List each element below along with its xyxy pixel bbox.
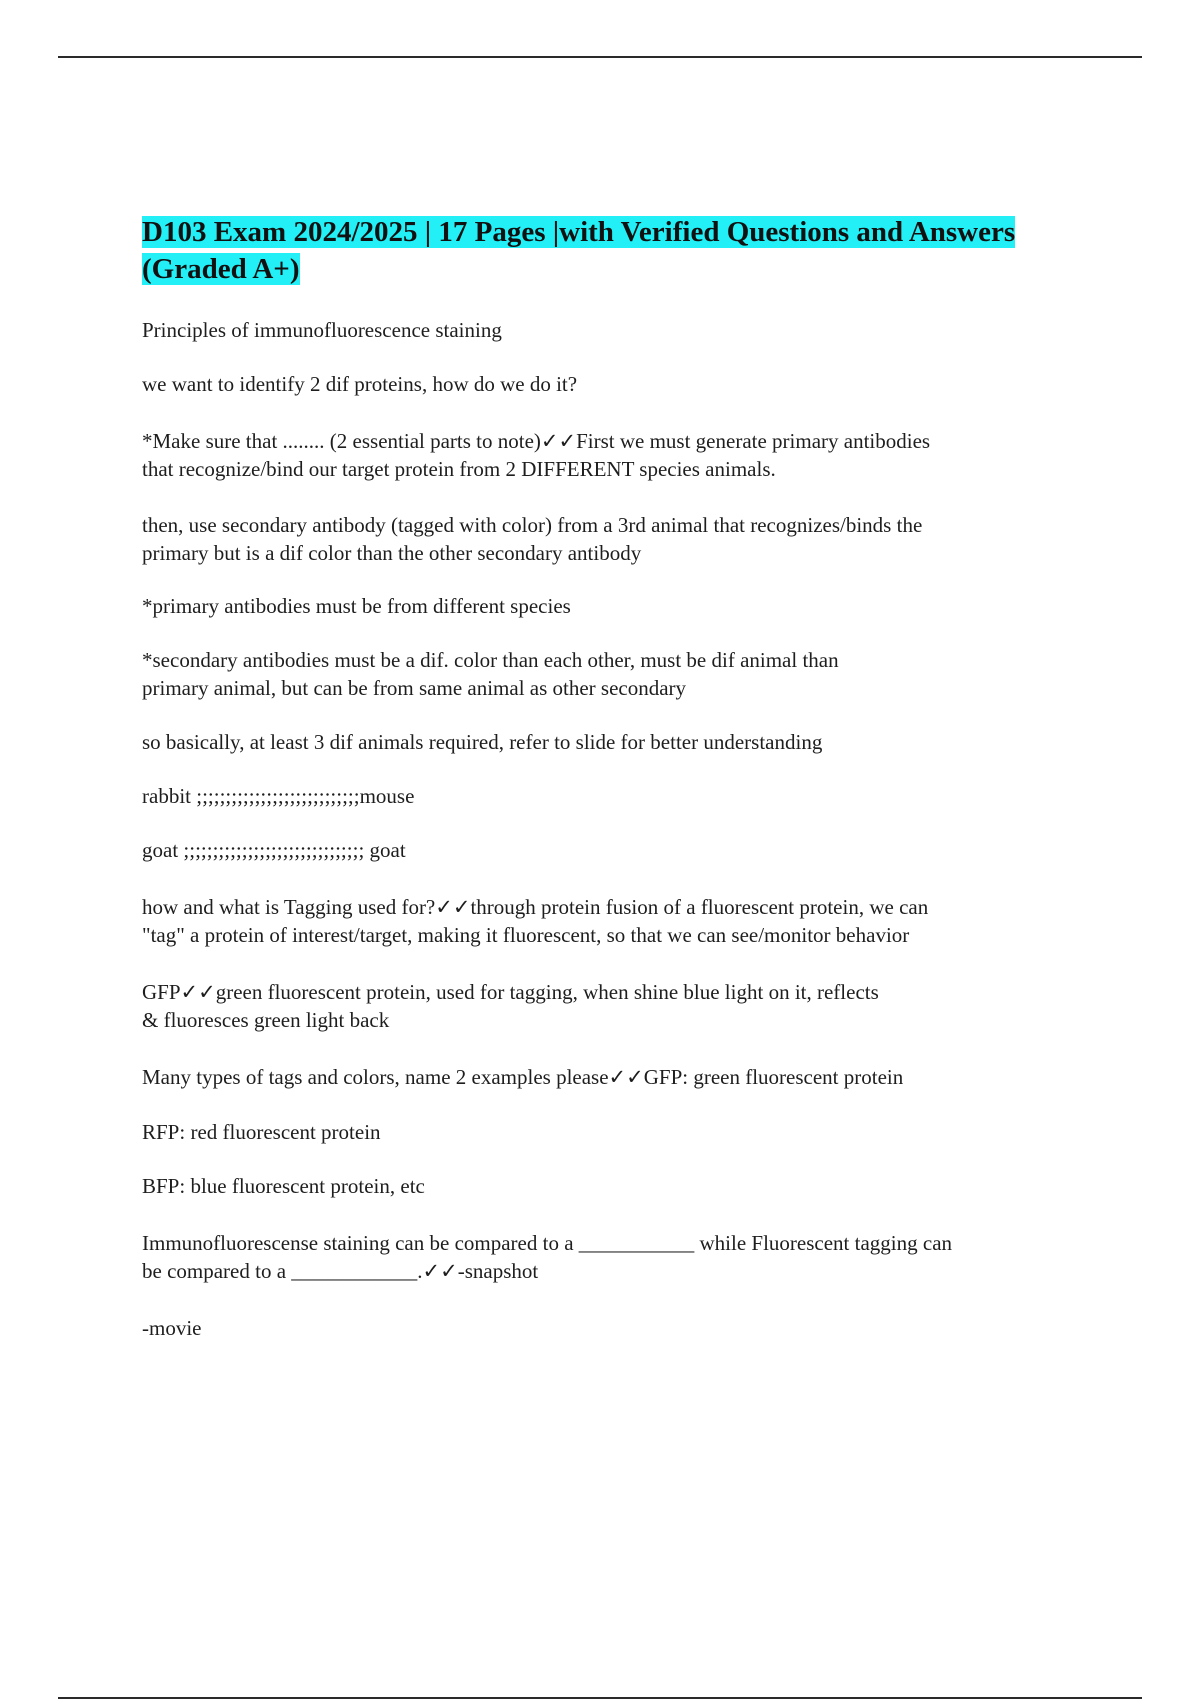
note-paragraph: *primary antibodies must be from different species [142, 594, 571, 618]
answer-line: -movie [142, 1316, 202, 1340]
diagram-line: goat ;;;;;;;;;;;;;;;;;;;;;;;;;;;;;;; goat [142, 838, 406, 862]
section-heading: Principles of immunofluorescence staining [142, 318, 502, 342]
diagram-line: rabbit ;;;;;;;;;;;;;;;;;;;;;;;;;;;;mouse [142, 784, 415, 808]
answer-line: RFP: red fluorescent protein [142, 1120, 381, 1144]
header-rule [58, 56, 1142, 58]
note-paragraph: *secondary antibodies must be a dif. color than each other, must be dif animal than primary animal, but can be from same animal as other secondary [142, 648, 839, 700]
question-paragraph: we want to identify 2 dif proteins, how do we do it? [142, 372, 578, 396]
answer-paragraph: *Make sure that ........ (2 essential parts to note)✓✓First we must generate primary antibodies that recognize/bind our target protein from 2 DIFFERENT species animals. [142, 429, 931, 481]
question-paragraph: GFP✓✓green fluorescent protein, used for tagging, when shine blue light on it, reflects & fluoresces green light back [142, 980, 879, 1032]
footer-rule [58, 1697, 1142, 1699]
question-paragraph: Many types of tags and colors, name 2 examples please✓✓GFP: green fluorescent protein [142, 1065, 904, 1089]
question-paragraph: how and what is Tagging used for?✓✓through protein fusion of a fluorescent protein, we can "tag" a protein of interest/target, making it fluorescent, so that we can see/monitor behavior [142, 895, 929, 947]
document-title [142, 214, 1072, 288]
title-highlight: D103 Exam 2024/2025 | 17 Pages |with Verified Questions and Answers (Graded A+) [142, 216, 1016, 285]
answer-line: BFP: blue fluorescent protein, etc [142, 1174, 425, 1198]
summary-paragraph: so basically, at least 3 dif animals required, refer to slide for better understanding [142, 730, 823, 754]
question-paragraph: Immunofluorescense staining can be compared to a ___________ while Fluorescent tagging can be compared to a ____________.✓✓-snapshot [142, 1231, 953, 1283]
answer-paragraph: then, use secondary antibody (tagged with color) from a 3rd animal that recognizes/binds the primary but is a dif color than the other secondary antibody [142, 513, 923, 565]
